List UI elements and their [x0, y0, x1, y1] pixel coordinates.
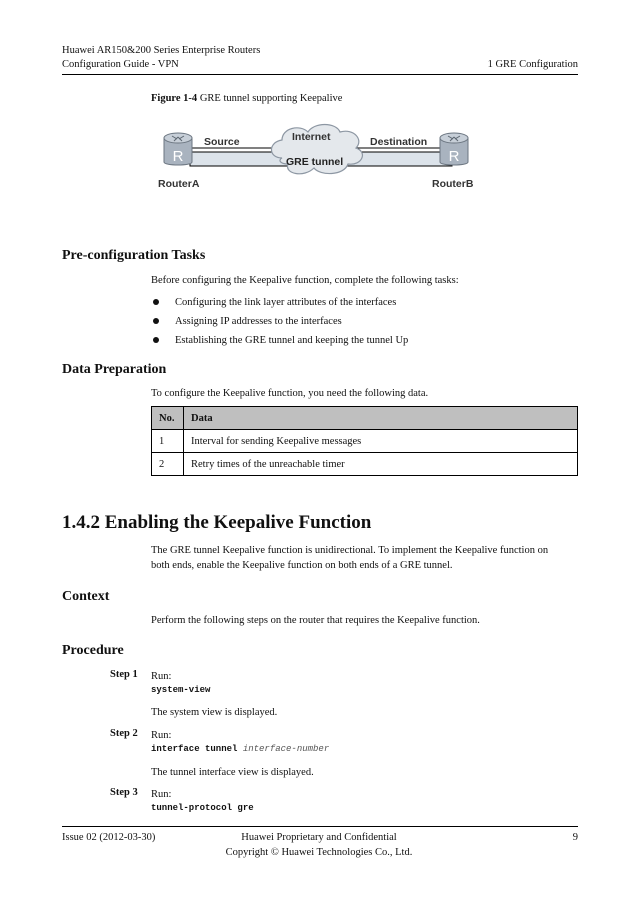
table-row [152, 453, 578, 476]
context-heading: Context [62, 589, 110, 604]
table-cell-data: Interval for sending Keepalive messages [184, 430, 578, 453]
footer-copyright: Copyright © Huawei Technologies Co., Ltd. [225, 847, 413, 858]
figure-caption-label: Figure 1-4 [151, 93, 198, 104]
step-2-command-arg: interface-number [237, 744, 330, 754]
router-b-label: RouterB [432, 178, 474, 190]
data-table [151, 406, 578, 476]
router-a-glyph: R [172, 148, 184, 165]
header-guide: Configuration Guide - VPN [62, 59, 179, 70]
header-product: Huawei AR150&200 Series Enterprise Routers [62, 45, 261, 56]
step-3-run: Run: [151, 789, 172, 800]
table-cell-data: Retry times of the unreachable timer [184, 453, 578, 476]
preconfig-intro: Before configuring the Keepalive function, complete the following tasks: [151, 275, 459, 286]
procedure-heading: Procedure [62, 643, 124, 658]
router-a-label: RouterA [158, 178, 200, 190]
section-intro-line1: The GRE tunnel Keepalive function is unidirectional. To implement the Keepalive function on [151, 545, 549, 556]
section-intro-line2: both ends, enable the Keepalive function on both ends of a GRE tunnel. [151, 560, 453, 571]
header-rule [62, 74, 578, 75]
step-2-result: The tunnel interface view is displayed. [151, 767, 314, 778]
router-a-icon [164, 133, 192, 165]
table-cell-no: 2 [152, 453, 184, 476]
dataprep-heading: Data Preparation [62, 362, 167, 377]
figure-caption [151, 91, 342, 106]
router-b-glyph: R [448, 148, 460, 165]
list-item: Establishing the GRE tunnel and keeping the tunnel Up [151, 333, 408, 352]
table-cell-no: 1 [152, 430, 184, 453]
table-header-row [152, 407, 578, 430]
step-2-run: Run: [151, 730, 172, 741]
step-3-command-text: tunnel-protocol gre [151, 803, 254, 813]
section-heading: 1.4.2 Enabling the Keepalive Function [62, 512, 372, 533]
step-3-label: Step 3 [110, 787, 138, 798]
footer-rule [62, 826, 578, 827]
internet-label: Internet [292, 131, 331, 143]
gre-tunnel-label: GRE tunnel [286, 156, 344, 168]
step-1-result: The system view is displayed. [151, 707, 278, 718]
footer-issue: Issue 02 (2012-03-30) [62, 832, 156, 843]
step-1-command [151, 685, 210, 695]
page-number: 9 [572, 832, 578, 843]
preconfig-heading: Pre-configuration Tasks [62, 248, 206, 263]
step-2-command-text: interface tunnel [151, 744, 238, 754]
table-header-data: Data [184, 407, 578, 430]
step-2-command [151, 744, 329, 754]
step-1-command-text: system-view [151, 685, 211, 695]
header-chapter: 1 GRE Configuration [487, 59, 578, 70]
step-2-label: Step 2 [110, 728, 138, 739]
destination-label: Destination [370, 136, 428, 148]
footer-confidential: Huawei Proprietary and Confidential [241, 832, 397, 843]
preconfig-list [151, 295, 408, 352]
step-1-run: Run: [151, 671, 172, 682]
source-label: Source [204, 136, 240, 148]
context-text: Perform the following steps on the router that requires the Keepalive function. [151, 615, 480, 626]
step-3-command [151, 803, 254, 813]
router-b-icon [440, 133, 468, 165]
table-header-no: No. [152, 407, 184, 430]
step-1-label: Step 1 [110, 669, 138, 680]
dataprep-intro: To configure the Keepalive function, you need the following data. [151, 388, 429, 399]
table-row [152, 430, 578, 453]
figure-caption-text: GRE tunnel supporting Keepalive [197, 93, 343, 104]
list-item: Assigning IP addresses to the interfaces [151, 314, 408, 333]
list-item: Configuring the link layer attributes of the interfaces [151, 295, 408, 314]
